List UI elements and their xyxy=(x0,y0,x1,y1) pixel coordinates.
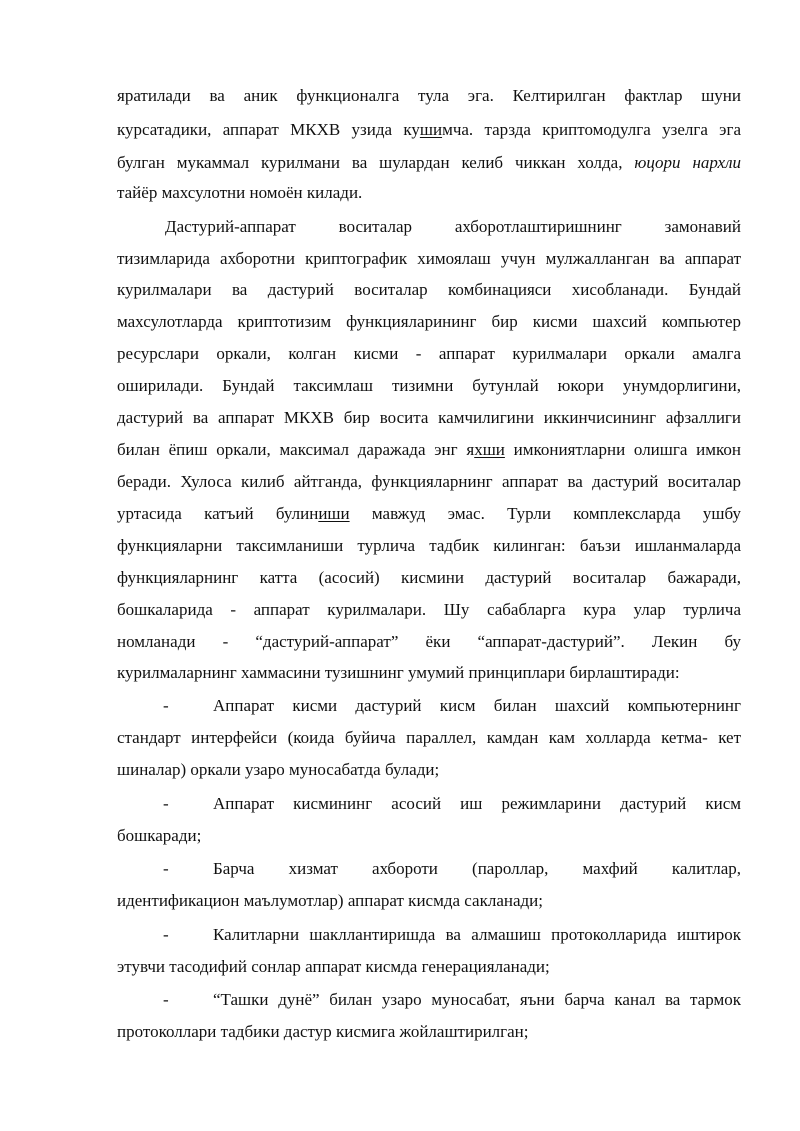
text-line xyxy=(213,695,741,717)
text-line xyxy=(117,279,741,301)
text-run: шиналар) оркали узаро муносабатда булади; xyxy=(117,760,440,779)
text-run: Калитларни шакллантиришда ва алмашиш протоколларида иштирок xyxy=(213,925,741,944)
text-line xyxy=(213,858,741,880)
underlined-text: хши xyxy=(474,440,505,459)
text-line xyxy=(117,119,741,141)
text-run: дастурий ва аппарат МКХВ бир восита камчилигини иккинчисининг афзаллиги xyxy=(117,408,741,427)
bullet-dash: - xyxy=(163,859,169,878)
text-line xyxy=(117,85,741,107)
text-run: ресурслари оркали, колган кисми - аппарат курилмалари оркали амалга xyxy=(117,344,741,363)
text-line xyxy=(213,793,741,815)
text-line xyxy=(117,248,741,270)
text-line xyxy=(117,503,741,525)
text-run: Аппарат кисми дастурий кисм билан шахсий компьютернинг xyxy=(213,696,741,715)
bullet-dash: - xyxy=(163,794,169,813)
text-run: курилмаларнинг хаммасини тузишнинг умумий принциплари бирлаштиради: xyxy=(117,663,680,682)
text-run: оширилади. Бундай таксимлаш тизимни бутунлай юкори унумдорлигини, xyxy=(117,376,741,395)
underlined-text: иши xyxy=(318,504,350,523)
text-line xyxy=(117,890,741,912)
text-run: курсатадики, аппарат МКХВ узида ку xyxy=(117,120,420,139)
text-run: курилмалари ва дастурий воситалар комбинацияси хисобланади. Бундай xyxy=(117,280,741,299)
text-run: мча. тарзда криптомодулга узелга эга xyxy=(442,120,741,139)
text-line xyxy=(117,759,741,781)
text-run: протоколлари тадбики дастур кисмига жойлаштирилган; xyxy=(117,1022,529,1041)
text-run: булган мукаммал курилмани ва шулардан келиб чиккан холда, xyxy=(117,153,635,172)
text-line xyxy=(117,311,741,333)
text-line xyxy=(117,825,741,847)
text-run: бошкаларида - аппарат курилмалари. Шу сабабларга кура улар турлича xyxy=(117,600,741,619)
bullet-dash: - xyxy=(163,925,169,944)
text-line xyxy=(117,1021,741,1043)
text-line xyxy=(165,216,741,238)
text-line xyxy=(117,662,741,684)
text-run: мавжуд эмас. Турли комплексларда ушбу xyxy=(349,504,741,523)
text-run: беради. Хулоса килиб айтганда, функцияларнинг аппарат ва дастурий воситалар xyxy=(117,472,741,491)
text-run: “Ташки дунё” билан узаро муносабат, яъни барча канал ва тармок xyxy=(213,990,741,1009)
text-run: бошкаради; xyxy=(117,826,202,845)
text-line xyxy=(117,152,741,174)
text-run: функцияларни таксимланиши турлича тадбик килинган: баъзи ишланмаларда xyxy=(117,536,741,555)
text-run: уртасида катъий булин xyxy=(117,504,319,523)
italic-text: юцори нархли xyxy=(634,153,741,172)
text-line xyxy=(213,924,741,946)
bullet-dash: - xyxy=(163,696,169,715)
text-run: этувчи тасодифий сонлар аппарат кисмда генерацияланади; xyxy=(117,957,550,976)
bullet-dash: - xyxy=(163,990,169,1009)
text-run: функцияларнинг катта (асосий) кисмини дастурий воситалар бажаради, xyxy=(117,568,741,587)
text-line xyxy=(117,471,741,493)
text-run: тизимларида ахборотни криптографик химоялаш учун мулжалланган ва аппарат xyxy=(117,249,741,268)
text-line xyxy=(213,989,741,1011)
underlined-text: ши xyxy=(419,120,443,139)
text-line xyxy=(117,439,741,461)
text-line xyxy=(117,535,741,557)
text-run: номланади - “дастурий-аппарат” ёки “аппарат-дастурий”. Лекин бу xyxy=(117,632,741,651)
text-run: яратилади ва аник функционалга тула эга. Келтирилган фактлар шуни xyxy=(117,86,741,105)
text-run: тайёр махсулотни номоён килади. xyxy=(117,183,363,202)
text-line xyxy=(117,631,741,653)
text-run: идентификацион маълумотлар) аппарат кисмда сакланади; xyxy=(117,891,543,910)
text-run: Дастурий-аппарат воситалар ахборотлаштиришнинг замонавий xyxy=(165,217,741,236)
text-line xyxy=(117,375,741,397)
text-run: билан ёпиш оркали, максимал даражада энг я xyxy=(117,440,475,459)
text-run: Барча хизмат ахбороти (пароллар, махфий калитлар, xyxy=(213,859,741,878)
text-run: Аппарат кисмининг асосий иш режимларини дастурий кисм xyxy=(213,794,741,813)
text-line xyxy=(117,727,741,749)
text-line xyxy=(117,343,741,365)
text-line xyxy=(117,567,741,589)
text-run: махсулотларда криптотизим функцияларининг бир кисми шахсий компьютер xyxy=(117,312,741,331)
text-line xyxy=(117,407,741,429)
text-run: имкониятларни олишга имкон xyxy=(504,440,741,459)
text-line xyxy=(117,599,741,621)
text-line xyxy=(117,956,741,978)
text-run: стандарт интерфейси (коида буйича параллел, камдан кам холларда кетма- кет xyxy=(117,728,741,747)
text-line xyxy=(117,182,741,204)
